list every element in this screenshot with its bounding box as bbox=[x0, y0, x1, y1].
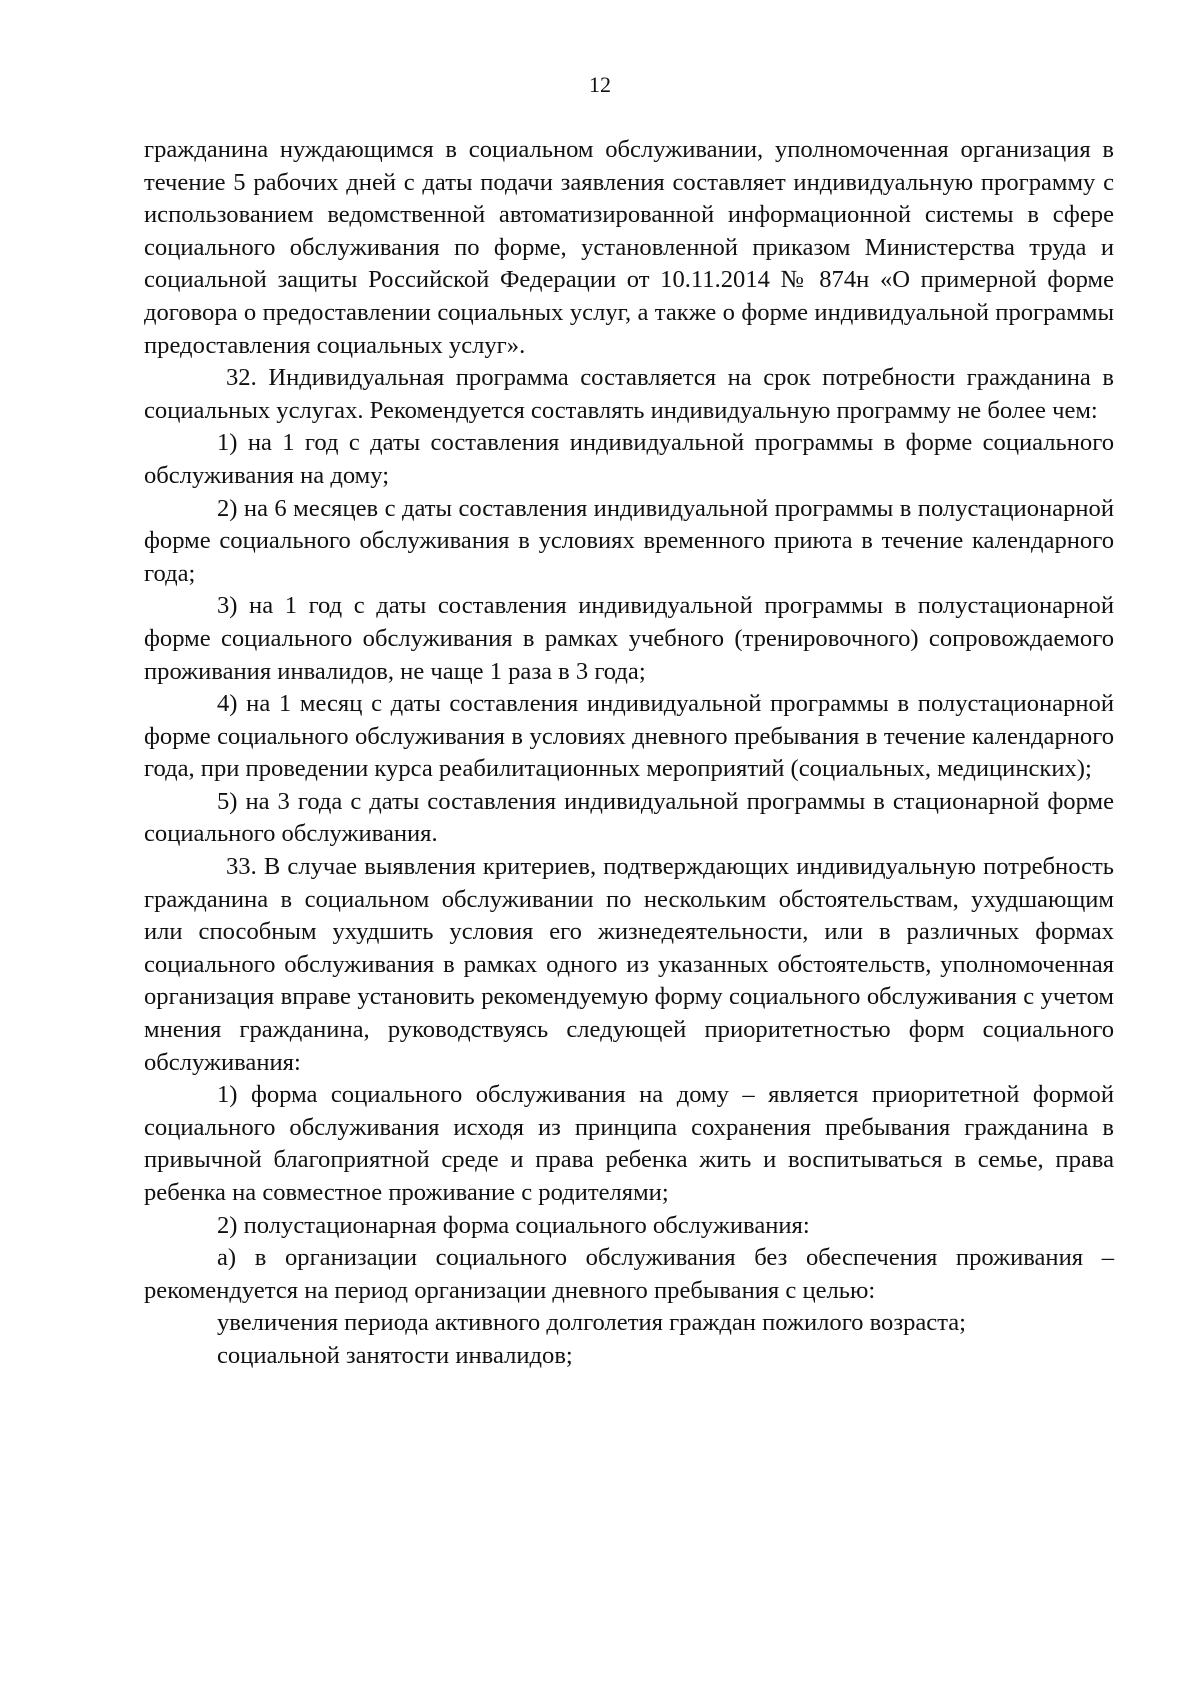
list-item-5: 5) на 3 года с даты составления индивидуальной программы в стационарной форме социального обслуживания. bbox=[144, 787, 1114, 848]
page-number: 12 bbox=[589, 72, 611, 97]
list-item-4: 4) на 1 месяц с даты составления индивидуальной программы в полустационарной форме социального обслуживания в условиях дневного пребывания в течение календарного года, при проведении курса реабилитационных мероприятий (социальных, медицинских); bbox=[144, 690, 1114, 783]
priority-item-1: 1) форма социального обслуживания на дому – является приоритетной формой социального обслуживания исходя из принципа сохранения пребывания гражданина в привычной благоприятной среде и права ребенка жить и воспитываться в семье, права ребенка на совместное проживание с родителями; bbox=[144, 1081, 1114, 1206]
paragraph-33: 33. В случае выявления критериев, подтверждающих индивидуальную потребность гражданина в социальном обслуживании по нескольким обстоятельствам, ухудшающим или способным ухудшить условия его жизнедеятельности, или в различных формах социального обслуживания в рамках одного из указанных обстоятельств, уполномоченная организация вправе установить рекомендуемую форму социального обслуживания с учетом мнения гражданина, руководствуясь следующей приоритетностью форм социального обслуживания: bbox=[144, 853, 1114, 1076]
list-item-1: 1) на 1 год с даты составления индивидуальной программы в форме социального обслуживания на дому; bbox=[144, 429, 1114, 489]
document-body bbox=[144, 134, 1114, 1373]
paragraph-continuation: гражданина нуждающимся в социальном обслуживании, уполномоченная организация в течение 5 рабочих дней с даты подачи заявления составляет индивидуальную программу с использованием ведомственной автоматизированной информационной системы в сфере социального обслуживания по форме, установленной приказом Министерства труда и социальной защиты Российской Федерации от 10.11.2014 № 874н «О примерной форме договора о предоставлении социальных услуг, а также о форме индивидуальной программы предоставления социальных услуг». bbox=[144, 136, 1114, 359]
priority-item-2: 2) полустационарная форма социального обслуживания: bbox=[217, 1211, 810, 1239]
list-item-2: 2) на 6 месяцев с даты составления индивидуальной программы в полустационарной форме социального обслуживания в условиях временного приюта в течение календарного года; bbox=[144, 494, 1114, 587]
list-item-3: 3) на 1 год с даты составления индивидуальной программы в полустационарной форме социального обслуживания в рамках учебного (тренировочного) сопровождаемого проживания инвалидов, не чаще 1 раза в 3 года; bbox=[144, 592, 1114, 685]
paragraph-32: 32. Индивидуальная программа составляется на срок потребности гражданина в социальных услугах. Рекомендуется составлять индивидуальную программу не более чем: bbox=[144, 364, 1114, 424]
purpose-item: социальной занятости инвалидов; bbox=[217, 1341, 573, 1369]
purpose-item: увеличения периода активного долголетия граждан пожилого возраста; bbox=[217, 1309, 966, 1337]
priority-subitem-a: а) в организации социального обслуживания без обеспечения проживания – рекомендуется на период организации дневного пребывания с целью: bbox=[144, 1244, 1114, 1304]
